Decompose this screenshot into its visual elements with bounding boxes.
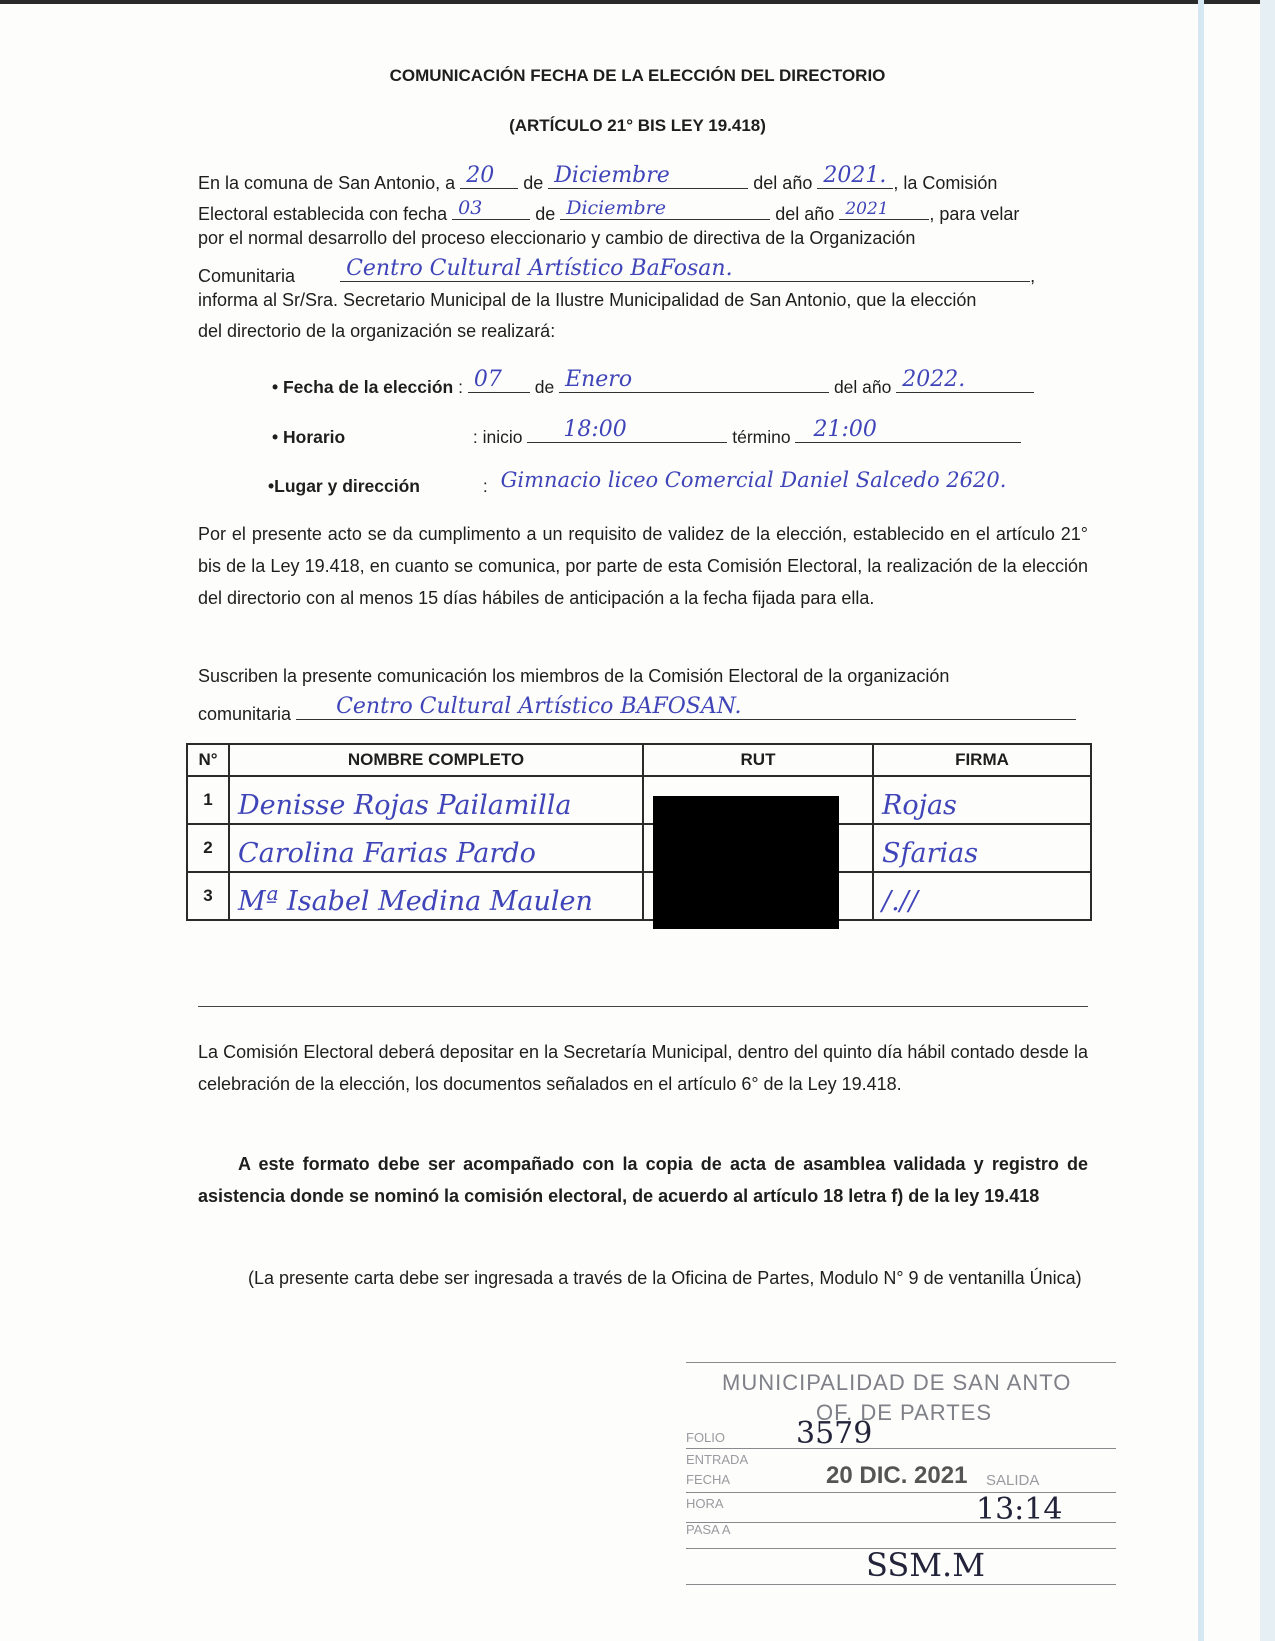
- signature: /.//: [882, 886, 918, 917]
- fecha-month-field: Enero: [559, 370, 829, 393]
- fecha-year-field: 2022.: [896, 370, 1034, 393]
- intro-line-1: En la comuna de San Antonio, a 20 de Diciembre del año 2021. , la Comisión: [198, 163, 998, 193]
- intro-line-6: del directorio de la organización se realizará:: [198, 321, 556, 341]
- member-name: Carolina Farias Pardo: [238, 838, 536, 869]
- document-title: COMUNICACIÓN FECHA DE LA ELECCIÓN DEL DIRECTORIO: [389, 66, 886, 85]
- table-row: 2 Carolina Farias Pardo Sfarias: [187, 824, 1091, 872]
- oficina-paragraph: (La presente carta debe ser ingresada a través de la Oficina de Partes, Modulo N° 9 de ventanilla Única): [248, 1268, 1082, 1288]
- est-day-field: 03: [452, 197, 530, 220]
- org-name2-field: Centro Cultural Artístico BAFOSAN.: [296, 697, 1076, 720]
- signature-table: [186, 743, 1092, 921]
- lugar-field: Gimnacio liceo Comercial Daniel Salcedo 2620.: [500, 468, 1007, 492]
- year-field: 2021.: [817, 166, 893, 189]
- comunitaria-line: comunitaria Centro Cultural Artístico BAFOSAN.: [198, 697, 1088, 725]
- intro-line-4: Comunitaria Centro Cultural Artístico BaFosan. ,: [198, 256, 1036, 286]
- day-field: 20: [460, 166, 518, 189]
- signature: Rojas: [882, 790, 957, 821]
- col-firma: FIRMA: [873, 744, 1091, 776]
- scan-right-edge: [1198, 0, 1204, 1641]
- scan-margin: [1260, 0, 1275, 1641]
- horario-row: • Horario : inicio 18:00 término 21:00: [272, 420, 1021, 448]
- document-subtitle: (ARTÍCULO 21° BIS LEY 19.418): [509, 116, 766, 135]
- lugar-row: •Lugar y dirección : Gimnacio liceo Comercial Daniel Salcedo 2620.: [268, 470, 1133, 497]
- intro-line-5: informa al Sr/Sra. Secretario Municipal de la Ilustre Municipalidad de San Antonio, que la elección: [198, 290, 977, 310]
- col-num: N°: [187, 744, 229, 776]
- office-stamp: MUNICIPALIDAD DE SAN ANTO OF. DE PARTES FOLIO 3579 ENTRADA FECHA 20 DIC. 2021 SALIDA HORA 13:14 PASA A SSM.M: [686, 1362, 1116, 1612]
- col-name: NOMBRE COMPLETO: [229, 744, 643, 776]
- table-row: 3 Mª Isabel Medina Maulen /.//: [187, 872, 1091, 920]
- est-month-field: Diciembre: [560, 197, 770, 220]
- table-header-row: [187, 744, 1091, 776]
- suscriben-line: Suscriben la presente comunicación los miembros de la Comisión Electoral de la organización: [198, 666, 950, 686]
- cumplimiento-paragraph: Por el presente acto se da cumplimento a un requisito de validez de la elección, establecido en el artículo 21° bis de la Ley 19.418, en cuanto se comunica, por parte de esta Comisión Electoral, la realización de la elección del directorio con al menos 15 días hábiles de anticipación a la fecha fijada para ella.: [198, 524, 1088, 608]
- month-field: Diciembre: [548, 166, 748, 189]
- fecha-eleccion-row: • Fecha de la elección : 07 de Enero del año 2022.: [272, 370, 1034, 398]
- member-name: Denisse Rojas Pailamilla: [238, 790, 572, 821]
- separator-line: [198, 1006, 1088, 1007]
- fecha-day-field: 07: [468, 370, 530, 393]
- member-name: Mª Isabel Medina Maulen: [238, 886, 593, 917]
- intro-line-3: por el normal desarrollo del proceso eleccionario y cambio de directiva de la Organización: [198, 228, 916, 248]
- formato-paragraph: A este formato debe ser acompañado con la copia de acta de asamblea validada y registro de asistencia donde se nominó la comisión electoral, de acuerdo al artículo 18 letra f) de la ley 19.418: [198, 1154, 1088, 1206]
- deposito-paragraph: La Comisión Electoral deberá depositar en la Secretaría Municipal, dentro del quinto día hábil contado desde la celebración de la elección, los documentos señalados en el artículo 6° de la Ley 19.418.: [198, 1042, 1088, 1094]
- termino-field: 21:00: [795, 420, 1021, 443]
- col-rut: RUT: [643, 744, 873, 776]
- table-row: 1 Denisse Rojas Pailamilla Rojas: [187, 776, 1091, 824]
- org-name-field: Centro Cultural Artístico BaFosan.: [340, 259, 1030, 282]
- scan-top-edge: [0, 0, 1275, 4]
- inicio-field: 18:00: [527, 420, 727, 443]
- intro-line-2: Electoral establecida con fecha 03 de Diciembre del año 2021 , para velar: [198, 197, 1020, 224]
- redaction-box: [653, 796, 839, 929]
- est-year-field: 2021: [839, 197, 929, 220]
- signature: Sfarias: [882, 838, 979, 869]
